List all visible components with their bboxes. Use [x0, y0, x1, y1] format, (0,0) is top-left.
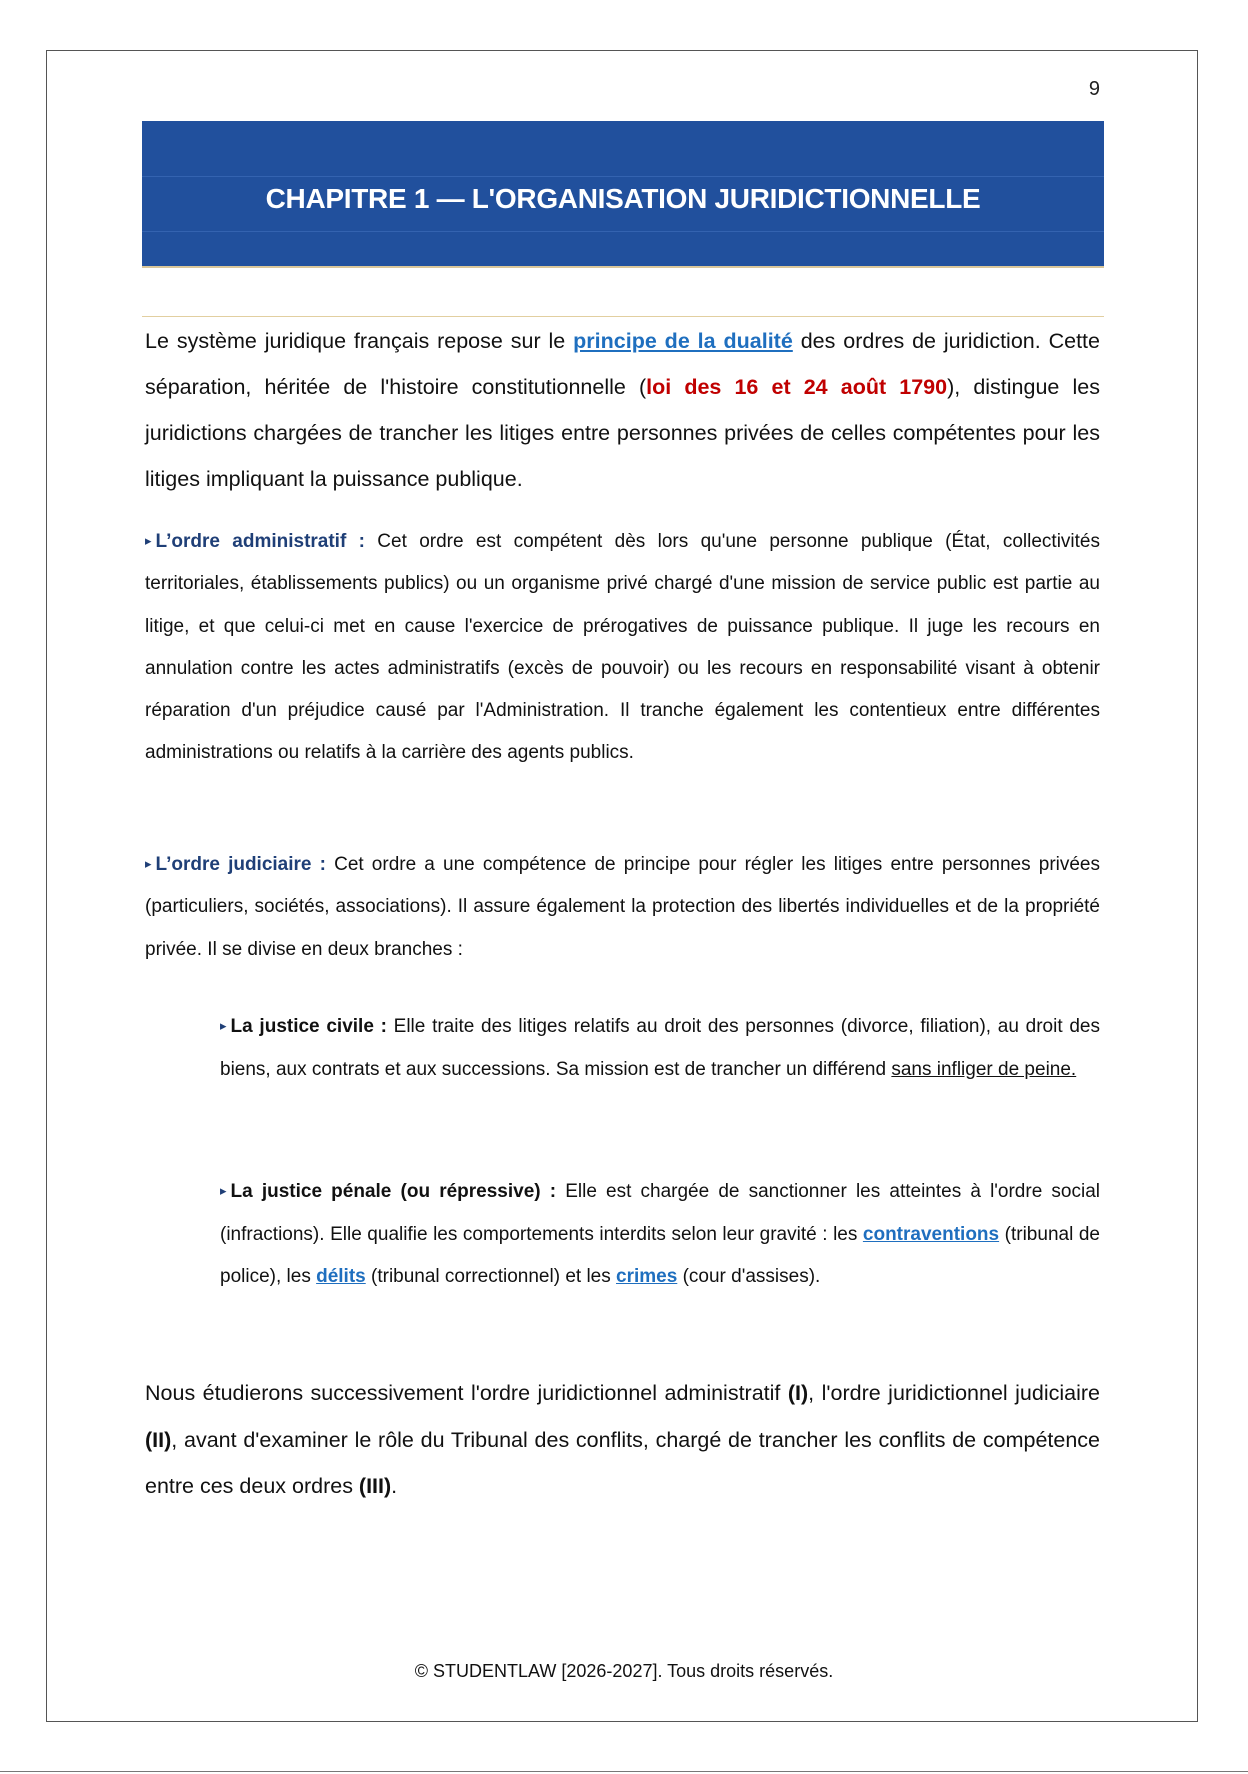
justice-penale-paragraph [220, 1170, 1100, 1299]
link-principe-dualite[interactable]: principe de la dualité [573, 329, 793, 353]
link-crimes[interactable]: crimes [616, 1266, 678, 1287]
justice-penale-label: La justice pénale (ou répressive) : [230, 1181, 557, 1202]
highlight-loi-1790: loi des 16 et 24 août 1790 [646, 375, 948, 399]
outro-text: . [391, 1474, 398, 1498]
intro-text: Le système juridique français repose sur le [145, 329, 574, 353]
link-delits[interactable]: délits [316, 1266, 366, 1287]
page-number: 9 [1088, 78, 1100, 100]
ordre-judiciaire-text: Cet ordre a une compétence de principe pour régler les litiges entre personnes privées (particuliers, sociétés, associations). Il assure également la protection des libertés individuelles et de la propriété privée. Il se divise en deux branches : [145, 854, 1100, 960]
ordre-administratif-label: L’ordre administratif : [155, 531, 365, 552]
triangle-bullet-icon: ▸ [220, 1018, 227, 1033]
copyright-footer: © STUDENTLAW [2026-2027]. Tous droits réservés. [414, 1661, 834, 1681]
outro-text: Nous étudierons successivement l'ordre juridictionnel administratif [145, 1381, 788, 1405]
triangle-bullet-icon: ▸ [145, 856, 152, 871]
ordre-judiciaire-paragraph [145, 843, 1100, 971]
bottom-rule [0, 1771, 1248, 1772]
outro-paragraph [145, 1370, 1100, 1510]
link-contraventions[interactable]: contraventions [862, 1223, 1000, 1245]
chapter-banner [142, 121, 1104, 268]
outro-text: , l'ordre juridictionnel judiciaire [808, 1381, 1100, 1405]
part-marker: (I) [787, 1381, 809, 1405]
justice-penale-text: (tribunal de police), les [220, 1223, 1100, 1287]
ordre-judiciaire-label: L’ordre judiciaire : [155, 854, 326, 875]
justice-civile-text: Elle traite des litiges relatifs au droit des personnes (divorce, filiation), au droit des biens, aux contrats et aux successions. Sa mission est de trancher un différend [220, 1016, 1100, 1080]
chapter-title: CHAPITRE 1 — L'ORGANISATION JURIDICTIONNELLE [265, 183, 981, 214]
justice-penale-text: (tribunal correctionnel) et les [365, 1266, 617, 1287]
intro-text: des ordres de juridiction. Cette séparation, héritée de l'histoire constitutionnelle ( [145, 329, 1100, 399]
part-marker: (II) [145, 1427, 172, 1452]
triangle-bullet-icon: ▸ [220, 1183, 227, 1198]
ordre-administratif-text: Cet ordre est compétent dès lors qu'une personne publique (État, collectivités territoriales, établissements publics) ou un organisme privé chargé d'une mission de service public est partie au litige, et que celui-ci met en cause l'exercice de prérogatives de puissance publique. Il juge les recours en annulation contre les actes administratifs (excès de pouvoir) ou les recours en responsabilité visant à obtenir réparation d'un préjudice causé par l'Administration. Il tranche également les contentieux entre différentes administrations ou relatifs à la carrière des agents publics. [145, 531, 1100, 764]
part-marker: (III) [358, 1474, 392, 1498]
justice-civile-underlined: sans infliger de peine. [891, 1058, 1077, 1080]
justice-penale-text: Elle est chargée de sanctionner les atteintes à l'ordre social (infractions). Elle qualifie les comportements interdits selon leur gravité : les [220, 1181, 1100, 1245]
banner-line [142, 176, 1104, 177]
intro-paragraph [145, 318, 1100, 502]
separator-rule [142, 316, 1104, 317]
intro-text: ), distingue les juridictions chargées de trancher les litiges entre personnes privées de celles compétentes pour les litiges impliquant la puissance publique. [145, 375, 1100, 491]
banner-line [142, 231, 1104, 232]
ordre-administratif-paragraph [145, 520, 1100, 775]
justice-civile-paragraph [220, 1005, 1100, 1091]
justice-penale-text: (cour d'assises). [677, 1266, 821, 1287]
triangle-bullet-icon: ▸ [145, 533, 152, 548]
justice-civile-label: La justice civile : [230, 1016, 387, 1037]
outro-text: , avant d'examiner le rôle du Tribunal des conflits, chargé de trancher les conflits de compétence entre ces deux ordres [145, 1427, 1100, 1498]
